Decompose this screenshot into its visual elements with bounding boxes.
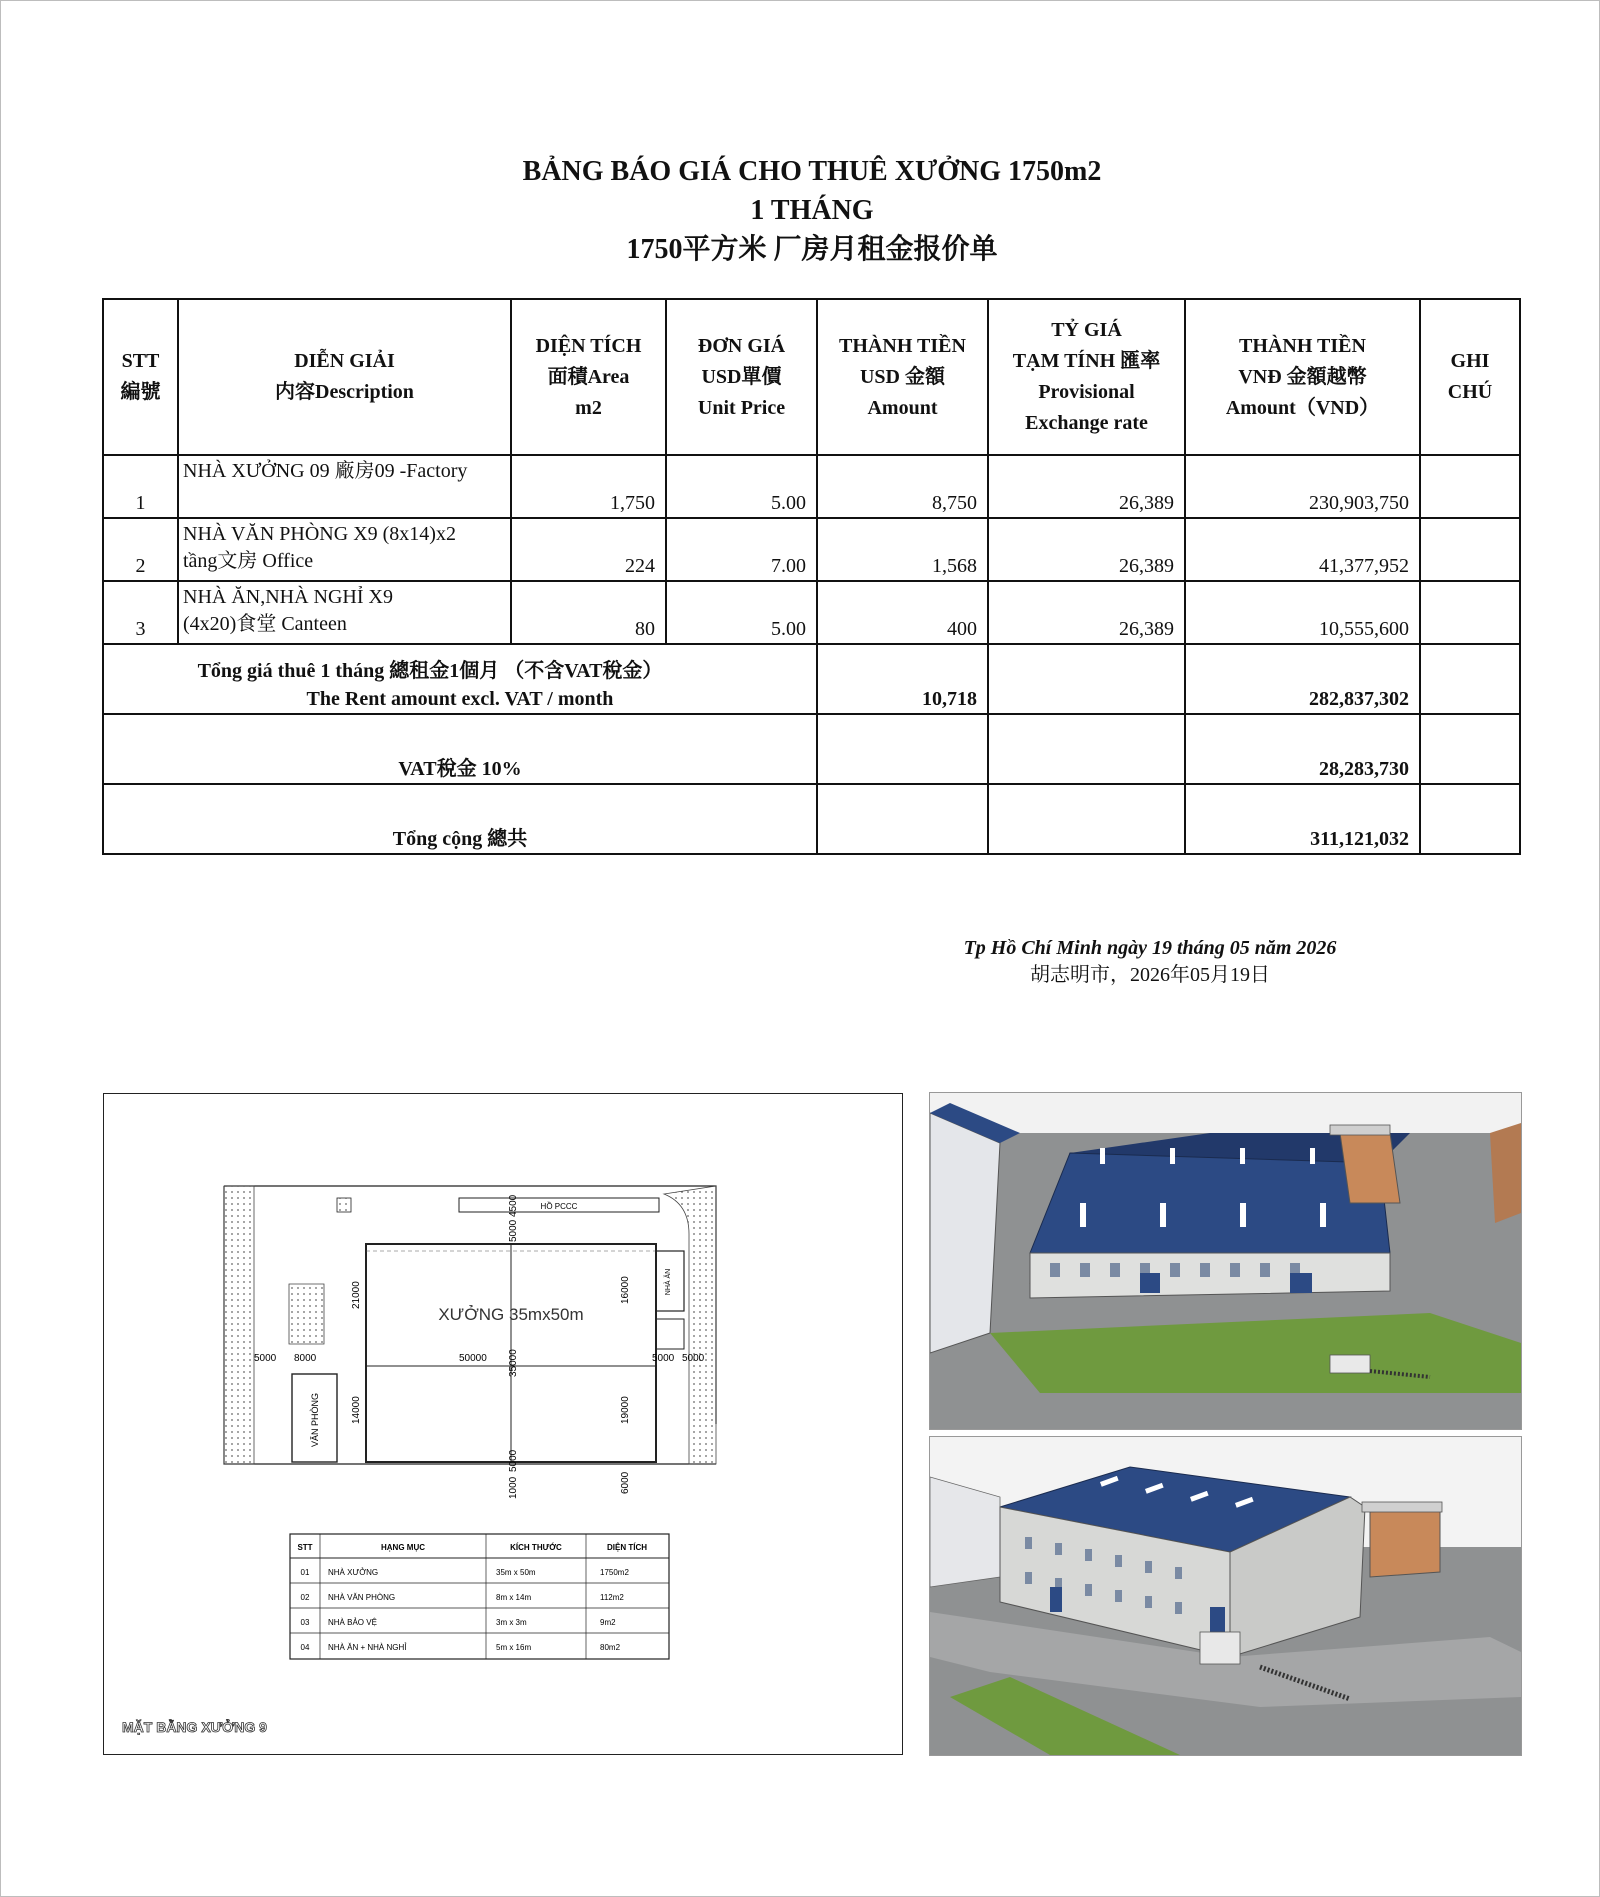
cell-unit-price: 7.00 [666,518,817,581]
svg-text:STT: STT [297,1543,313,1552]
svg-text:NHÀ BẢO VỆ: NHÀ BẢO VỆ [328,1618,377,1627]
table-row [103,518,1520,581]
svg-text:04: 04 [300,1643,310,1652]
header-stt: STT 編號 [103,299,178,455]
total-vnd: 311,121,032 [1185,784,1420,854]
workshop-label: XƯỞNG 35mx50m [438,1305,584,1324]
office-label: VĂN PHÒNG [310,1392,320,1448]
cell-note [1420,455,1520,518]
vat-label: VAT稅金 10% [103,714,817,784]
cell-amount-usd: 400 [817,581,988,644]
header-amount-usd: THÀNH TIỀN USD 金額 Amount [817,299,988,455]
total-note [1420,784,1520,854]
cell-exchange-rate: 26,389 [988,518,1185,581]
cell-exchange-rate: 26,389 [988,581,1185,644]
header-description: DIỄN GIẢI 内容Description [178,299,511,455]
svg-text:03: 03 [300,1618,310,1627]
cell-amount-vnd: 230,903,750 [1185,455,1420,518]
cell-note [1420,581,1520,644]
cell-amount-usd: 1,568 [817,518,988,581]
cell-area: 1,750 [511,455,666,518]
cell-unit-price: 5.00 [666,581,817,644]
cell-unit-price: 5.00 [666,455,817,518]
svg-text:8m x 14m: 8m x 14m [496,1593,532,1602]
cell-description: NHÀ ĂN,NHÀ NGHỈ X9 (4x20)食堂 Canteen [178,581,511,644]
subtotal-row [103,644,1520,714]
office-block-render [1340,1133,1400,1203]
title-line-2: 1 THÁNG [750,195,874,226]
svg-text:5000: 5000 [254,1353,277,1364]
vat-vnd: 28,283,730 [1185,714,1420,784]
date-vietnamese: Tp Hồ Chí Minh ngày 19 tháng 05 năm 2026 [963,937,1337,959]
svg-text:01: 01 [300,1568,310,1577]
svg-text:14000: 14000 [351,1396,362,1424]
guard-house-render-2 [1200,1632,1240,1664]
cell-area: 224 [511,518,666,581]
canteen-label: NHÀ ĂN [665,1268,672,1296]
svg-text:NHÀ XƯỞNG: NHÀ XƯỞNG [328,1568,379,1577]
svg-text:8000: 8000 [294,1353,317,1364]
office-block-render-2 [1370,1507,1440,1577]
factory-render-aerial-1 [929,1092,1522,1430]
header-exchange-rate: TỶ GIÁ TẠM TÍNH 匯率 Provisional Exchange rate [988,299,1185,455]
title-line-3: 1750平方米 厂房月租金报价单 [626,234,998,265]
svg-text:4500: 4500 [508,1194,519,1217]
vat-row [103,714,1520,784]
svg-text:1000: 1000 [508,1476,519,1499]
svg-text:5000: 5000 [652,1353,675,1364]
svg-text:1750m2: 1750m2 [600,1568,629,1577]
cell-note [1420,518,1520,581]
total-row [103,784,1520,854]
svg-text:6000: 6000 [620,1471,631,1494]
site-plan [103,1093,903,1755]
cell-stt: 2 [103,518,178,581]
svg-text:5000: 5000 [682,1353,705,1364]
guard-house [656,1319,684,1349]
site-plan-drawing [104,1094,902,1754]
subtotal-label: Tổng giá thuê 1 tháng 總租金1個月 （不含VAT稅金） The Rent amount excl. VAT / month [103,644,817,714]
svg-text:9m2: 9m2 [600,1618,616,1627]
factory-render-aerial-2 [929,1436,1522,1756]
svg-text:NHÀ VĂN PHÒNG: NHÀ VĂN PHÒNG [328,1593,396,1602]
header-unit-price: ĐƠN GIÁ USD單價 Unit Price [666,299,817,455]
fire-pond-label: HỒ PCCC [540,1202,578,1211]
svg-text:DIỆN TÍCH: DIỆN TÍCH [607,1543,647,1552]
header-note: GHI CHÚ [1420,299,1520,455]
svg-text:3m x 3m: 3m x 3m [496,1618,527,1627]
cell-area: 80 [511,581,666,644]
date-chinese: 胡志明市，2026年05月19日 [1030,964,1270,986]
table-row [103,455,1520,518]
svg-text:5000: 5000 [508,1219,519,1242]
svg-text:5000: 5000 [508,1449,519,1472]
svg-text:HẠNG MỤC: HẠNG MỤC [381,1543,425,1552]
cell-stt: 1 [103,455,178,518]
svg-text:35000: 35000 [508,1349,519,1377]
svg-text:KÍCH THƯỚC: KÍCH THƯỚC [510,1543,562,1552]
table-row [103,581,1520,644]
svg-text:5m x 16m: 5m x 16m [496,1643,532,1652]
vat-note [1420,714,1520,784]
site-plan-caption: MẶT BẰNG XƯỞNG 9 [122,1719,267,1735]
table-header-row [103,299,1520,455]
cell-description: NHÀ XƯỞNG 09 廠房09 -Factory [178,455,511,518]
svg-text:80m2: 80m2 [600,1643,621,1652]
svg-text:16000: 16000 [620,1276,631,1304]
total-label: Tổng cộng 總共 [103,784,817,854]
cell-stt: 3 [103,581,178,644]
total-usd [817,784,988,854]
guard-house-render [1330,1355,1370,1373]
vat-usd [817,714,988,784]
svg-text:21000: 21000 [351,1281,362,1309]
cell-amount-vnd: 41,377,952 [1185,518,1420,581]
cell-amount-usd: 8,750 [817,455,988,518]
header-area: DIỆN TÍCH 面積Area m2 [511,299,666,455]
title-line-1: BẢNG BÁO GIÁ CHO THUÊ XƯỞNG 1750m2 [522,156,1102,187]
subtotal-vnd: 282,837,302 [1185,644,1420,714]
svg-text:19000: 19000 [620,1396,631,1424]
vat-rate [988,714,1185,784]
svg-text:112m2: 112m2 [600,1593,624,1602]
cell-amount-vnd: 10,555,600 [1185,581,1420,644]
cell-description: NHÀ VĂN PHÒNG X9 (8x14)x2 tầng文房 Office [178,518,511,581]
quotation-table [102,298,1521,855]
document-title [0,152,1600,269]
total-rate [988,784,1185,854]
green-strip-right [664,1186,716,1464]
subtotal-usd: 10,718 [817,644,988,714]
green-strip-left [224,1186,254,1464]
area-schedule-table [290,1534,669,1659]
date-block [900,935,1400,989]
neighbor-building-left [930,1113,1000,1353]
subtotal-note [1420,644,1520,714]
subtotal-rate [988,644,1185,714]
svg-text:35m x 50m: 35m x 50m [496,1568,536,1577]
svg-text:02: 02 [300,1593,310,1602]
svg-text:50000: 50000 [459,1353,487,1364]
svg-text:NHÀ ĂN + NHÀ NGHỈ: NHÀ ĂN + NHÀ NGHỈ [328,1643,407,1652]
header-amount-vnd: THÀNH TIỀN VNĐ 金額越幣 Amount（VND） [1185,299,1420,455]
cell-exchange-rate: 26,389 [988,455,1185,518]
